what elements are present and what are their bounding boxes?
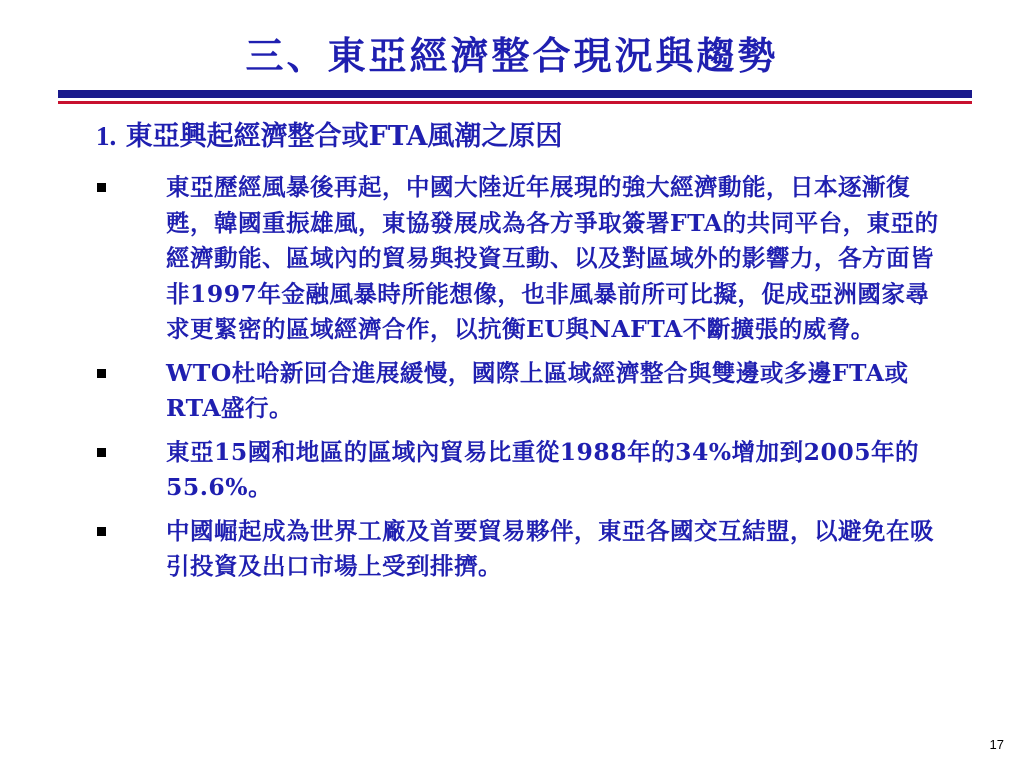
square-bullet-icon [97, 527, 106, 536]
slide-title: 三、東亞經濟整合現況與趨勢 [245, 33, 779, 78]
section-heading [96, 116, 562, 157]
title-divider-thin [58, 101, 972, 104]
page-number: 17 [989, 737, 1004, 752]
title-divider-thick [58, 90, 972, 98]
bullet-item [96, 514, 976, 585]
bullet-text: 東亞歷經風暴後再起，中國大陸近年展現的強大經濟動能，日本逐漸復甦，韓國重振雄風，東協發展成為各方爭取簽署FTA的共同平台，東亞的經濟動能、區域內的貿易與投資互動、以及對區域外的影響力，各方面皆非1997年金融風暴時所能想像，也非風暴前所可比擬，促成亞洲國家尋求更緊密的區域經濟合作，以抗衡EU與NAFTA不斷擴張的威脅。 [166, 173, 939, 343]
bullet-text: WTO杜哈新回合進展緩慢，國際上區域經濟整合與雙邊或多邊FTA或RTA盛行。 [166, 358, 909, 422]
bullet-text: 中國崛起成為世界工廠及首要貿易夥伴，東亞各國交互結盟，以避免在吸引投資及出口市場上受到排擠。 [166, 516, 934, 580]
square-bullet-icon [97, 448, 106, 457]
section-heading-text: 東亞興起經濟整合或FTA風潮之原因 [125, 121, 563, 152]
section-number: 1. [96, 121, 117, 151]
bullet-list [96, 170, 976, 593]
square-bullet-icon [97, 369, 106, 378]
square-bullet-icon [97, 183, 106, 192]
bullet-item [96, 435, 976, 506]
bullet-text: 東亞15國和地區的區域內貿易比重從1988年的34%增加到2005年的55.6%。 [166, 437, 920, 501]
bullet-item [96, 170, 976, 348]
bullet-item [96, 356, 976, 427]
